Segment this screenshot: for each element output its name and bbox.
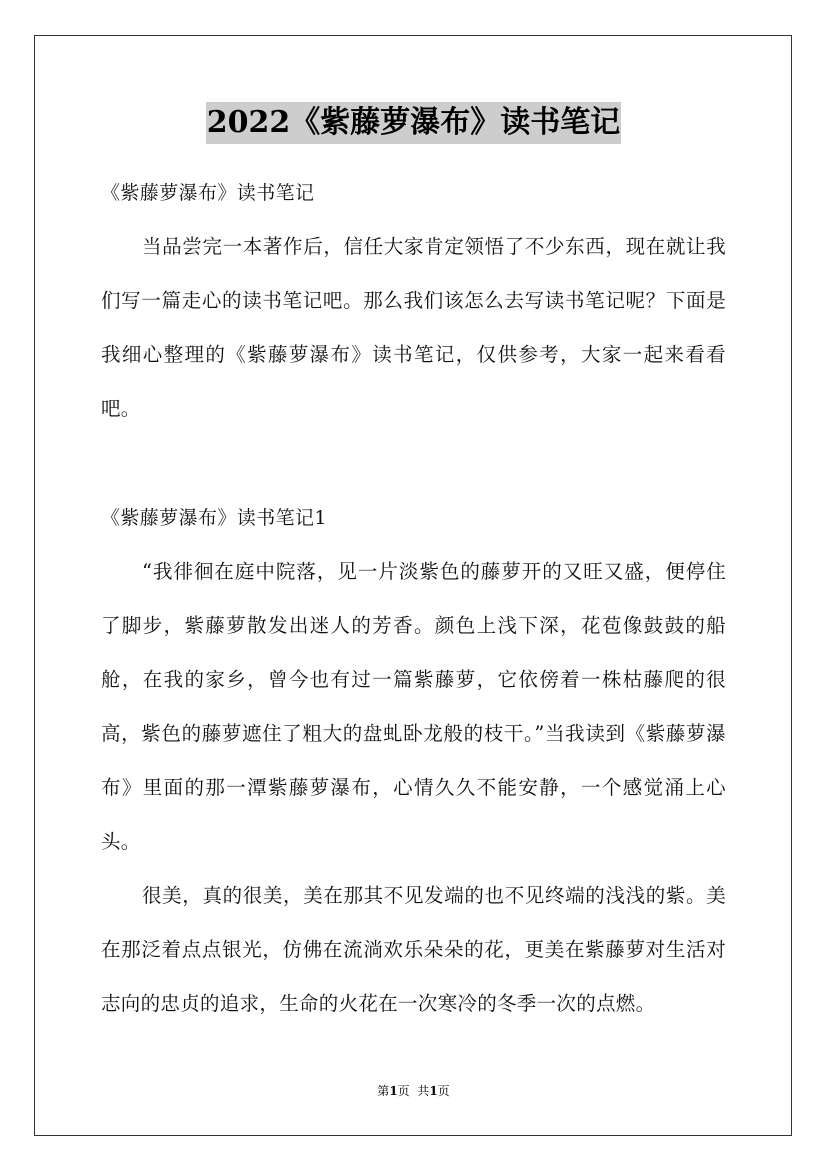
page-suffix: 页 [437,1084,450,1098]
page-mid: 页 共 [397,1084,430,1098]
intro-paragraph: 当品尝完一本著作后，信任大家肯定领悟了不少东西，现在就让我们写一篇走心的读书笔记吧。那么我们该怎么去写读书笔记呢？下面是我细心整理的《紫藤萝瀑布》读书笔记，仅供参考，大家一起来看看吧。 [101,235,726,420]
subtitle-heading: 《紫藤萝瀑布》读书笔记 [101,182,315,204]
body-paragraph-1: “我徘徊在庭中院落，见一片淡紫色的藤萝开的又旺又盛，便停住了脚步，紫藤萝散发出迷人的芳香。颜色上浅下深，花苞像鼓鼓的船舱，在我的家乡，曾今也有过一篇紫藤萝，它依傍着一株枯藤爬的很高，紫色的藤萝遮住了粗大的盘虬卧龙般的枝干。”当我读到《紫藤萝瀑布》里面的那一潭紫藤萝瀑布，心情久久不能安静，一个感觉涌上心头。 [101,560,726,853]
body-paragraph-2: 很美，真的很美，美在那其不见发端的也不见终端的浅浅的紫。美在那泛着点点银光，仿佛在流淌欢乐朵朵的花，更美在紫藤萝对生活对志向的忠贞的追求，生命的火花在一次寒冷的冬季一次的点燃。 [101,884,726,1015]
document-title: 2022《紫藤萝瀑布》读书笔记 [206,102,622,144]
page-prefix: 第 [377,1084,390,1098]
document-title-container [0,102,827,144]
section-heading: 《紫藤萝瀑布》读书笔记1 [101,507,327,529]
page-footer [0,1082,827,1099]
total-page-number: 1 [429,1084,438,1098]
current-page-number: 1 [389,1084,398,1098]
